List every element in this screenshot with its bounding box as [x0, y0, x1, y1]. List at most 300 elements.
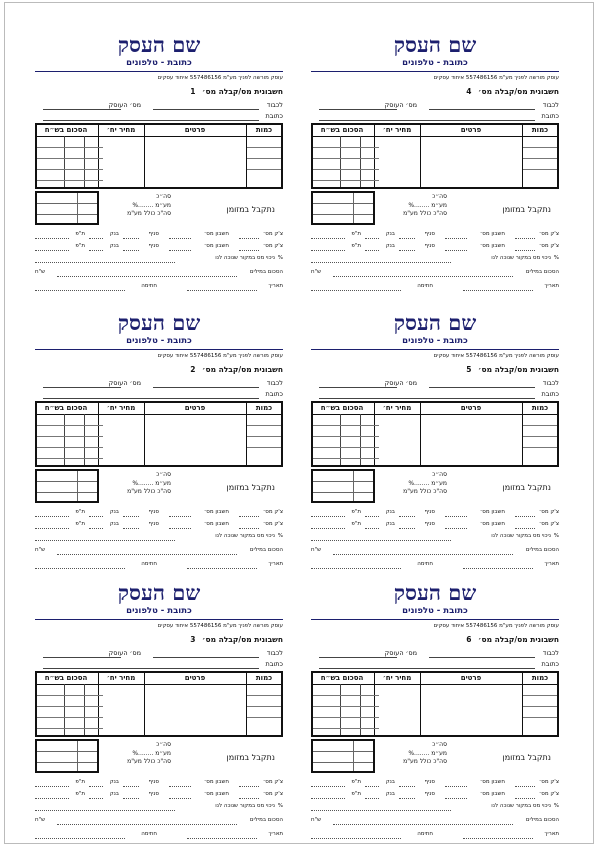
address-row	[319, 660, 559, 668]
items-table	[35, 401, 283, 467]
to-label: לכבוד	[542, 101, 559, 109]
invoice-number: 4	[466, 87, 472, 96]
bank-label: בנק	[109, 791, 119, 797]
pct-sign: %	[408, 479, 415, 487]
date-label-2: תאריך	[544, 283, 559, 289]
pct-sign: %	[553, 533, 559, 539]
address-row	[319, 112, 559, 120]
sum-words-row	[311, 269, 559, 279]
totals-box	[311, 739, 375, 773]
sum-label: סה״כ	[156, 741, 171, 748]
account-label: חשבון מס׳	[479, 791, 505, 797]
branch-label: סניף	[148, 243, 159, 249]
totals-box	[311, 469, 375, 503]
items-table	[311, 123, 559, 189]
branch-label: סניף	[424, 243, 435, 249]
address-label: כתובת	[265, 112, 283, 120]
pct-sign: %	[408, 749, 415, 757]
signature-label: חתימה	[417, 561, 433, 567]
withholding-row	[35, 255, 283, 265]
pct-sign: %	[132, 201, 139, 209]
business-name: שם העסק	[117, 32, 201, 57]
address-row	[43, 660, 283, 668]
date-signature-row	[35, 283, 283, 293]
withholding-row	[311, 255, 559, 265]
branch-label: סניף	[148, 509, 159, 515]
withholding-label: ניכוי מס במקור שנוכה לנו	[491, 803, 551, 809]
invoice-form	[311, 311, 559, 581]
branch-label: סניף	[424, 779, 435, 785]
account-label: חשבון מס׳	[203, 521, 229, 527]
date-label: ת"פ	[351, 521, 361, 527]
shekel-label: ש"ח	[311, 817, 322, 823]
sum-in-words-label: הסכום במילים	[249, 547, 283, 553]
vat-label: מע״מ	[431, 201, 447, 209]
signature-label: חתימה	[141, 831, 157, 837]
address-field[interactable]	[319, 120, 535, 121]
sum-label: סה״כ	[432, 741, 447, 748]
invoice-number: 1	[190, 87, 196, 96]
totals-labels	[377, 193, 447, 219]
account-label: חשבון מס׳	[203, 779, 229, 785]
col-total: הסכום בש״ח	[44, 404, 88, 412]
col-total: הסכום בש״ח	[44, 674, 88, 682]
totals-box	[35, 739, 99, 773]
dealer-no-label: מס׳ העוסק	[108, 649, 141, 657]
invoice-sheet	[4, 2, 594, 844]
items-table-header	[37, 125, 281, 137]
account-label: חשבון מס׳	[479, 243, 505, 249]
invoice-title-label: חשבונית מס/קבלה מס׳	[202, 635, 283, 644]
items-table	[311, 671, 559, 737]
shekel-label: ש"ח	[311, 269, 322, 275]
col-total: הסכום בש״ח	[44, 126, 88, 134]
date-label-2: תאריך	[268, 283, 283, 289]
bank-label: בנק	[385, 521, 395, 527]
col-qty: כמות	[255, 126, 273, 134]
shekel-label: ש"ח	[35, 547, 46, 553]
pct-sign: %	[277, 803, 283, 809]
address-label: כתובת	[541, 660, 559, 668]
branch-label: סניף	[148, 779, 159, 785]
withholding-label: ניכוי מס במקור שנוכה לנו	[491, 533, 551, 539]
business-name: שם העסק	[393, 310, 477, 335]
sum-label: סה״כ	[432, 193, 447, 200]
bank-label: בנק	[109, 779, 119, 785]
branch-label: סניף	[424, 521, 435, 527]
to-label: לכבוד	[266, 101, 283, 109]
items-table-header	[37, 403, 281, 415]
received-cash-label: נתקבל במזומן	[226, 483, 275, 492]
date-label: ת"פ	[351, 243, 361, 249]
address-label: כתובת	[265, 390, 283, 398]
vat-pct-field[interactable]: ........	[138, 749, 154, 757]
invoice-title	[133, 635, 283, 644]
dealer-info: עוסק מורשה לפניך מע"מ 557486156 איחוד עסקים	[157, 353, 283, 359]
address-field[interactable]	[319, 668, 535, 669]
col-unit-price: מחיר יח׳	[382, 674, 412, 682]
items-table-header	[313, 403, 557, 415]
col-qty: כמות	[531, 674, 549, 682]
bank-label: בנק	[109, 243, 119, 249]
invoice-title	[409, 87, 559, 96]
vat-label: מע״מ	[431, 749, 447, 757]
invoice-title	[409, 635, 559, 644]
col-details: פרטים	[460, 126, 482, 134]
check-label: צ'ק מס׳	[262, 779, 283, 785]
account-label: חשבון מס׳	[203, 231, 229, 237]
withholding-row	[35, 803, 283, 813]
vat-pct-field[interactable]: ........	[414, 201, 430, 209]
invoice-form	[35, 33, 283, 303]
business-contact: כתובת - טלפונים	[402, 336, 468, 346]
pct-sign: %	[553, 803, 559, 809]
col-qty: כמות	[531, 126, 549, 134]
pct-sign: %	[277, 255, 283, 261]
bank-label: בנק	[109, 231, 119, 237]
withholding-label: ניכוי מס במקור שנוכה לנו	[215, 533, 275, 539]
invoice-number: 2	[190, 365, 196, 374]
col-total: הסכום בש״ח	[320, 404, 364, 412]
invoice-form	[35, 311, 283, 581]
branch-label: סניף	[148, 521, 159, 527]
branch-label: סניף	[148, 791, 159, 797]
items-table-header	[37, 673, 281, 685]
totals-box	[311, 191, 375, 225]
col-unit-price: מחיר יח׳	[106, 126, 136, 134]
bank-label: בנק	[385, 231, 395, 237]
total-incl-label: סה"כ כולל מע"מ	[127, 210, 171, 217]
to-field[interactable]	[429, 657, 535, 658]
to-field[interactable]	[153, 657, 259, 658]
dealer-info: עוסק מורשה לפניך מע"מ 557486156 איחוד עסקים	[433, 75, 559, 81]
address-label: כתובת	[265, 660, 283, 668]
date-label-2: תאריך	[268, 831, 283, 837]
to-label: לכבוד	[542, 649, 559, 657]
items-table	[311, 401, 559, 467]
total-incl-label: סה"כ כולל מע"מ	[403, 210, 447, 217]
date-label: ת"פ	[75, 231, 85, 237]
bank-label: בנק	[385, 779, 395, 785]
dealer-no-field[interactable]	[43, 657, 121, 658]
check-label: צ'ק מס׳	[538, 779, 559, 785]
check-row	[35, 243, 283, 253]
date-label: ת"פ	[351, 231, 361, 237]
col-total: הסכום בש״ח	[320, 126, 364, 134]
address-label: כתובת	[541, 112, 559, 120]
invoice-title-label: חשבונית מס/קבלה מס׳	[478, 365, 559, 374]
check-row	[35, 521, 283, 531]
invoice-title	[409, 365, 559, 374]
items-table	[35, 671, 283, 737]
to-label: לכבוד	[266, 379, 283, 387]
col-total: הסכום בש״ח	[320, 674, 364, 682]
col-details: פרטים	[184, 674, 206, 682]
withholding-label: ניכוי מס במקור שנוכה לנו	[215, 255, 275, 261]
items-table-header	[313, 673, 557, 685]
check-label: צ'ק מס׳	[538, 243, 559, 249]
withholding-row	[35, 533, 283, 543]
check-label: צ'ק מס׳	[538, 521, 559, 527]
business-contact: כתובת - טלפונים	[126, 58, 192, 68]
check-row	[35, 509, 283, 519]
header-divider	[311, 71, 559, 72]
address-row	[43, 112, 283, 120]
header-divider	[311, 619, 559, 620]
shekel-label: ש"ח	[35, 269, 46, 275]
address-row	[319, 390, 559, 398]
received-cash-label: נתקבל במזומן	[226, 205, 275, 214]
business-name: שם העסק	[393, 580, 477, 605]
invoice-title-label: חשבונית מס/קבלה מס׳	[202, 365, 283, 374]
invoice-title-label: חשבונית מס/קבלה מס׳	[478, 635, 559, 644]
date-signature-row	[35, 561, 283, 571]
total-incl-label: סה"כ כולל מע"מ	[127, 758, 171, 765]
account-label: חשבון מס׳	[479, 231, 505, 237]
check-label: צ'ק מס׳	[262, 791, 283, 797]
to-field[interactable]	[429, 109, 535, 110]
sum-words-row	[35, 547, 283, 557]
date-signature-row	[311, 283, 559, 293]
vat-pct-field[interactable]: ........	[414, 749, 430, 757]
col-details: פרטים	[460, 404, 482, 412]
total-incl-label: סה"כ כולל מע"מ	[403, 488, 447, 495]
invoice-form	[311, 33, 559, 303]
account-label: חשבון מס׳	[203, 509, 229, 515]
account-label: חשבון מס׳	[479, 509, 505, 515]
dealer-no-label: מס׳ העוסק	[108, 379, 141, 387]
business-contact: כתובת - טלפונים	[126, 336, 192, 346]
check-row	[311, 243, 559, 253]
check-row	[311, 509, 559, 519]
date-label: ת"פ	[75, 243, 85, 249]
sum-label: סה״כ	[432, 471, 447, 478]
address-field[interactable]	[43, 120, 259, 121]
vat-label: מע״מ	[431, 479, 447, 487]
invoice-form	[311, 581, 559, 851]
date-signature-row	[35, 831, 283, 841]
vat-label: מע״מ	[155, 479, 171, 487]
date-label-2: תאריך	[268, 561, 283, 567]
business-name: שם העסק	[117, 310, 201, 335]
pct-sign: %	[277, 533, 283, 539]
dealer-no-field[interactable]	[319, 387, 397, 388]
totals-labels	[377, 471, 447, 497]
col-unit-price: מחיר יח׳	[106, 404, 136, 412]
items-table-header	[313, 125, 557, 137]
sum-in-words-label: הסכום במילים	[249, 269, 283, 275]
account-label: חשבון מס׳	[479, 521, 505, 527]
address-field[interactable]	[43, 668, 259, 669]
account-label: חשבון מס׳	[203, 243, 229, 249]
dealer-no-label: מס׳ העוסק	[384, 101, 417, 109]
date-label: ת"פ	[351, 779, 361, 785]
header-divider	[35, 619, 283, 620]
dealer-no-field[interactable]	[319, 657, 397, 658]
date-label-2: תאריך	[544, 561, 559, 567]
sum-label: סה״כ	[156, 471, 171, 478]
branch-label: סניף	[424, 791, 435, 797]
address-label: כתובת	[541, 390, 559, 398]
check-label: צ'ק מס׳	[538, 509, 559, 515]
sum-in-words-label: הסכום במילים	[525, 547, 559, 553]
business-name: שם העסק	[393, 32, 477, 57]
to-label: לכבוד	[542, 379, 559, 387]
date-label: ת"פ	[75, 791, 85, 797]
signature-label: חתימה	[417, 283, 433, 289]
account-label: חשבון מס׳	[479, 779, 505, 785]
to-field[interactable]	[153, 109, 259, 110]
signature-label: חתימה	[141, 561, 157, 567]
items-table	[35, 123, 283, 189]
check-label: צ'ק מס׳	[262, 243, 283, 249]
sum-in-words-label: הסכום במילים	[525, 269, 559, 275]
bank-label: בנק	[109, 509, 119, 515]
header-divider	[311, 349, 559, 350]
dealer-info: עוסק מורשה לפניך מע"מ 557486156 איחוד עסקים	[157, 623, 283, 629]
col-details: פרטים	[184, 404, 206, 412]
business-contact: כתובת - טלפונים	[402, 58, 468, 68]
col-unit-price: מחיר יח׳	[106, 674, 136, 682]
dealer-no-label: מס׳ העוסק	[384, 649, 417, 657]
shekel-label: ש"ח	[35, 817, 46, 823]
business-name: שם העסק	[117, 580, 201, 605]
date-signature-row	[311, 561, 559, 571]
invoice-number: 6	[466, 635, 472, 644]
bank-label: בנק	[385, 791, 395, 797]
branch-label: סניף	[424, 231, 435, 237]
signature-label: חתימה	[417, 831, 433, 837]
business-contact: כתובת - טלפונים	[402, 606, 468, 616]
withholding-label: ניכוי מס במקור שנוכה לנו	[215, 803, 275, 809]
address-field[interactable]	[43, 398, 259, 399]
check-label: צ'ק מס׳	[538, 791, 559, 797]
dealer-info: עוסק מורשה לפניך מע"מ 557486156 איחוד עסקים	[157, 75, 283, 81]
date-label: ת"פ	[75, 521, 85, 527]
col-qty: כמות	[255, 404, 273, 412]
bank-label: בנק	[109, 521, 119, 527]
sum-words-row	[35, 817, 283, 827]
totals-labels	[101, 193, 171, 219]
invoice-title	[133, 87, 283, 96]
branch-label: סניף	[148, 231, 159, 237]
col-qty: כמות	[531, 404, 549, 412]
invoice-title-label: חשבונית מס/קבלה מס׳	[202, 87, 283, 96]
received-cash-label: נתקבל במזומן	[502, 753, 551, 762]
invoice-form	[35, 581, 283, 851]
check-row	[35, 779, 283, 789]
address-field[interactable]	[319, 398, 535, 399]
withholding-label: ניכוי מס במקור שנוכה לנו	[491, 255, 551, 261]
sum-label: סה״כ	[156, 193, 171, 200]
check-label: צ'ק מס׳	[262, 231, 283, 237]
check-row	[311, 779, 559, 789]
col-unit-price: מחיר יח׳	[382, 404, 412, 412]
check-row	[311, 231, 559, 241]
to-field[interactable]	[153, 387, 259, 388]
invoice-number: 5	[466, 365, 472, 374]
received-cash-label: נתקבל במזומן	[226, 753, 275, 762]
header-divider	[35, 349, 283, 350]
dealer-info: עוסק מורשה לפניך מע"מ 557486156 איחוד עסקים	[433, 353, 559, 359]
invoice-number: 3	[190, 635, 196, 644]
sum-words-row	[35, 269, 283, 279]
date-label-2: תאריך	[544, 831, 559, 837]
col-details: פרטים	[184, 126, 206, 134]
vat-label: מע״מ	[155, 749, 171, 757]
pct-sign: %	[408, 201, 415, 209]
check-label: צ'ק מס׳	[538, 231, 559, 237]
signature-label: חתימה	[141, 283, 157, 289]
invoice-title	[133, 365, 283, 374]
totals-box	[35, 469, 99, 503]
date-label: ת"פ	[351, 509, 361, 515]
dealer-no-field[interactable]	[43, 387, 121, 388]
check-row	[311, 791, 559, 801]
check-label: צ'ק מס׳	[262, 509, 283, 515]
to-field[interactable]	[429, 387, 535, 388]
branch-label: סניף	[424, 509, 435, 515]
pct-sign: %	[132, 479, 139, 487]
date-signature-row	[311, 831, 559, 841]
to-label: לכבוד	[266, 649, 283, 657]
dealer-no-field[interactable]	[43, 109, 121, 110]
total-incl-label: סה"כ כולל מע"מ	[403, 758, 447, 765]
sum-words-row	[311, 817, 559, 827]
col-qty: כמות	[255, 674, 273, 682]
totals-labels	[101, 741, 171, 767]
dealer-no-field[interactable]	[319, 109, 397, 110]
total-incl-label: סה"כ כולל מע"מ	[127, 488, 171, 495]
totals-box	[35, 191, 99, 225]
vat-label: מע״מ	[155, 201, 171, 209]
dealer-no-label: מס׳ העוסק	[108, 101, 141, 109]
date-label: ת"פ	[75, 509, 85, 515]
shekel-label: ש"ח	[311, 547, 322, 553]
check-row	[35, 791, 283, 801]
pct-sign: %	[132, 749, 139, 757]
vat-pct-field[interactable]: ........	[138, 201, 154, 209]
dealer-info: עוסק מורשה לפניך מע"מ 557486156 איחוד עסקים	[433, 623, 559, 629]
sum-in-words-label: הסכום במילים	[525, 817, 559, 823]
pct-sign: %	[553, 255, 559, 261]
col-unit-price: מחיר יח׳	[382, 126, 412, 134]
check-label: צ'ק מס׳	[262, 521, 283, 527]
account-label: חשבון מס׳	[203, 791, 229, 797]
bank-label: בנק	[385, 243, 395, 249]
vat-pct-field[interactable]: ........	[138, 479, 154, 487]
sum-in-words-label: הסכום במילים	[249, 817, 283, 823]
dealer-no-label: מס׳ העוסק	[384, 379, 417, 387]
date-label: ת"פ	[75, 779, 85, 785]
business-contact: כתובת - טלפונים	[126, 606, 192, 616]
vat-pct-field[interactable]: ........	[414, 479, 430, 487]
withholding-row	[311, 803, 559, 813]
invoice-title-label: חשבונית מס/קבלה מס׳	[478, 87, 559, 96]
address-row	[43, 390, 283, 398]
check-row	[35, 231, 283, 241]
sum-words-row	[311, 547, 559, 557]
received-cash-label: נתקבל במזומן	[502, 483, 551, 492]
withholding-row	[311, 533, 559, 543]
header-divider	[35, 71, 283, 72]
col-details: פרטים	[460, 674, 482, 682]
bank-label: בנק	[385, 509, 395, 515]
totals-labels	[377, 741, 447, 767]
date-label: ת"פ	[351, 791, 361, 797]
received-cash-label: נתקבל במזומן	[502, 205, 551, 214]
check-row	[311, 521, 559, 531]
